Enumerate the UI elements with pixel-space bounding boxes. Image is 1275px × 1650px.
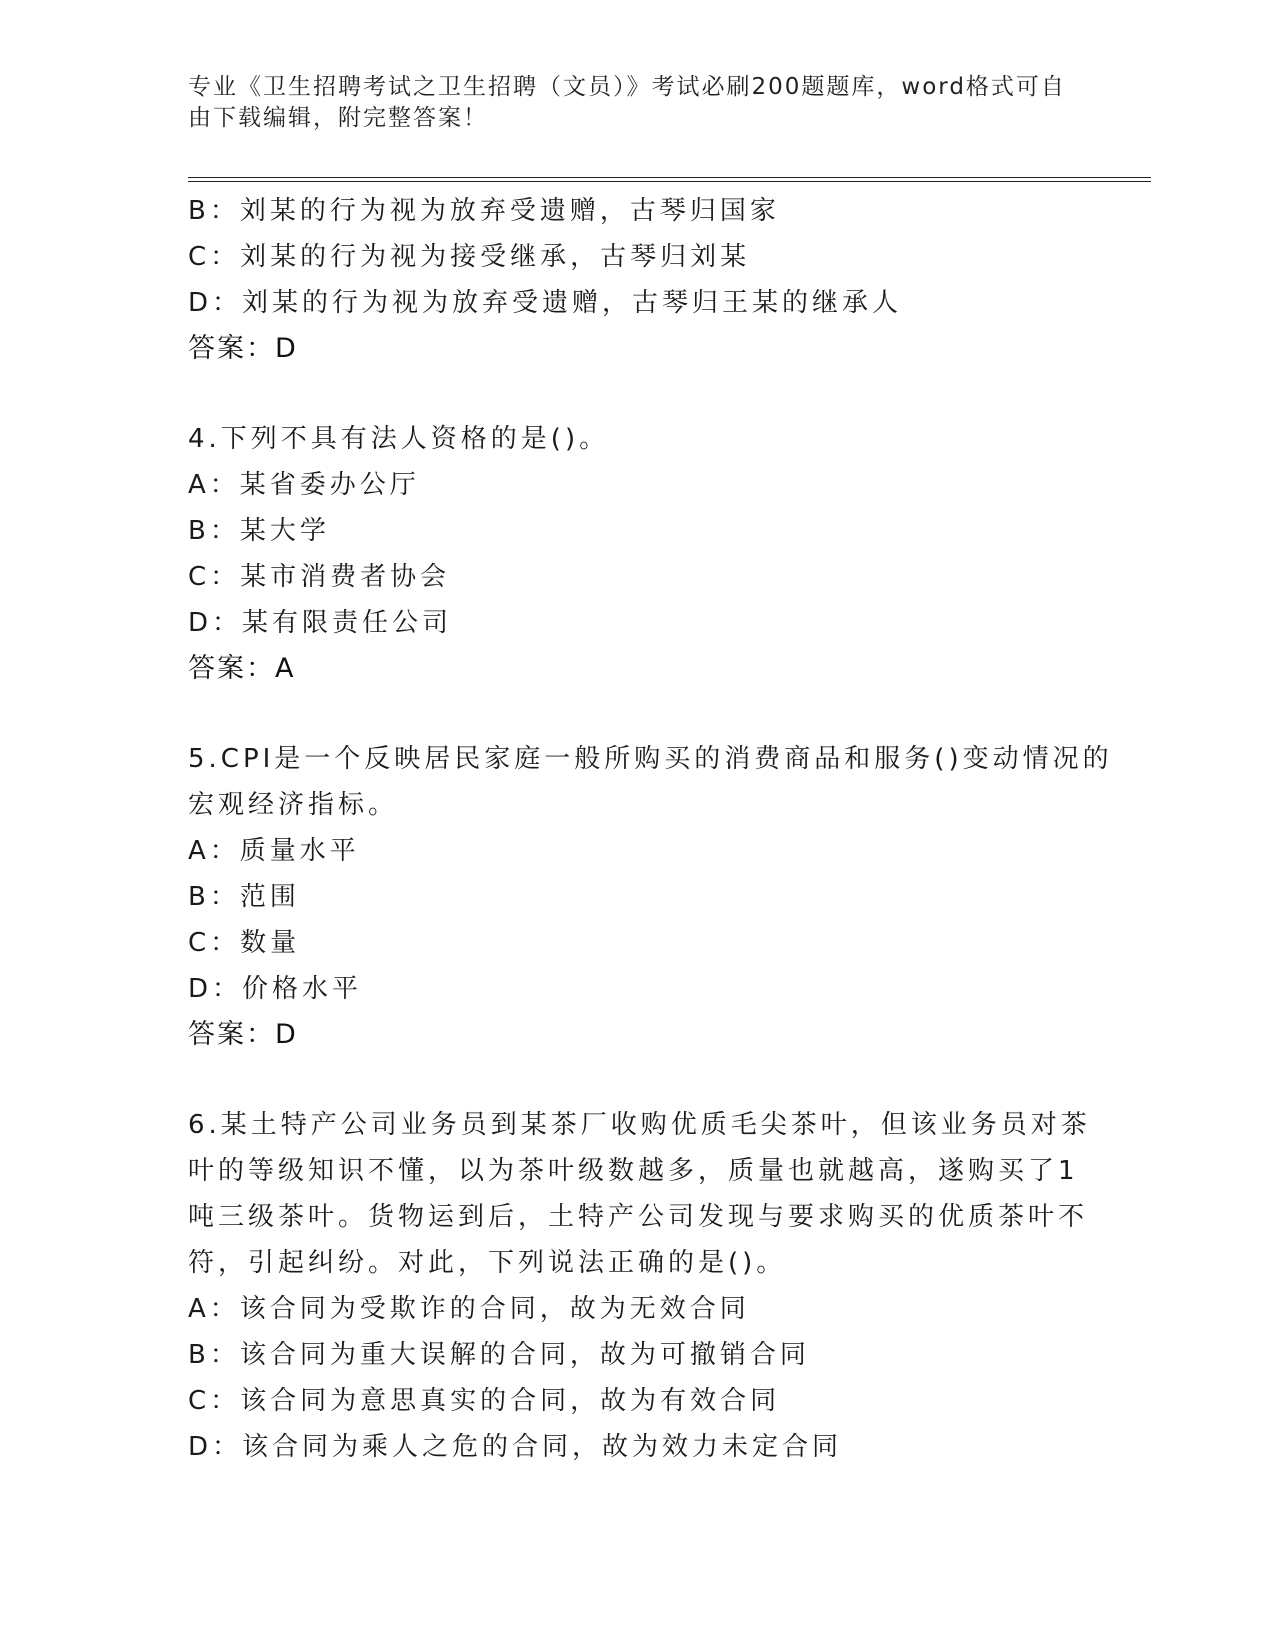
- question-4-option-d: D：某有限责任公司: [188, 608, 453, 638]
- question-5-option-a: A：质量水平: [188, 836, 360, 866]
- question-3-option-d: D：刘某的行为视为放弃受遗赠，古琴归王某的继承人: [188, 288, 903, 318]
- question-3: [188, 188, 1088, 372]
- question-4-option-a: A：某省委办公厅: [188, 470, 420, 500]
- question-4-answer: 答案：A: [188, 653, 296, 684]
- spacer: [188, 692, 1088, 736]
- question-6-stem-line-4: 符，引起纠纷。对此，下列说法正确的是()。: [188, 1248, 787, 1278]
- spacer: [188, 372, 1088, 416]
- question-3-option-c: C：刘某的行为视为接受继承，古琴归刘某: [188, 242, 751, 272]
- question-6-option-c: C：该合同为意思真实的合同，故为有效合同: [188, 1386, 781, 1416]
- header-title-line-1: 专业《卫生招聘考试之卫生招聘（文员）》考试必刷200题题库，word格式可自: [188, 74, 1066, 100]
- question-4-option-c: C：某市消费者协会: [188, 562, 451, 592]
- question-3-answer: 答案：D: [188, 333, 298, 364]
- question-6-option-a: A：该合同为受欺诈的合同，故为无效合同: [188, 1294, 750, 1324]
- question-6-stem-line-1: 6.某土特产公司业务员到某茶厂收购优质毛尖茶叶，但该业务员对茶: [188, 1110, 1091, 1140]
- question-5-option-d: D：价格水平: [188, 974, 363, 1004]
- question-3-option-b: B：刘某的行为视为放弃受遗赠，古琴归国家: [188, 196, 780, 226]
- question-6-option-b: B：该合同为重大误解的合同，故为可撤销合同: [188, 1340, 810, 1370]
- document-header: [188, 72, 1068, 134]
- question-5-option-b: B：范围: [188, 882, 300, 912]
- question-6-stem-line-3: 吨三级茶叶。货物运到后，土特产公司发现与要求购买的优质茶叶不: [188, 1202, 1089, 1232]
- question-6: [188, 1102, 1091, 1470]
- question-6-option-d: D：该合同为乘人之危的合同，故为效力未定合同: [188, 1432, 843, 1462]
- question-5: [188, 736, 1113, 1058]
- question-5-stem-line-2: 宏观经济指标。: [188, 790, 399, 820]
- question-list: [188, 188, 1113, 1470]
- header-title-line-2: 由下载编辑，附完整答案！: [188, 105, 488, 131]
- question-4: [188, 416, 1088, 692]
- question-6-stem-line-2: 叶的等级知识不懂，以为茶叶级数越多，质量也就越高，遂购买了1: [188, 1156, 1079, 1186]
- question-5-answer: 答案：D: [188, 1019, 298, 1050]
- question-4-stem: 4.下列不具有法人资格的是()。: [188, 424, 610, 454]
- question-5-stem-line-1: 5.CPI是一个反映居民家庭一般所购买的消费商品和服务()变动情况的: [188, 744, 1113, 774]
- question-4-option-b: B：某大学: [188, 516, 330, 546]
- question-5-option-c: C：数量: [188, 928, 301, 958]
- header-divider: [188, 177, 1151, 182]
- spacer: [188, 1058, 1088, 1102]
